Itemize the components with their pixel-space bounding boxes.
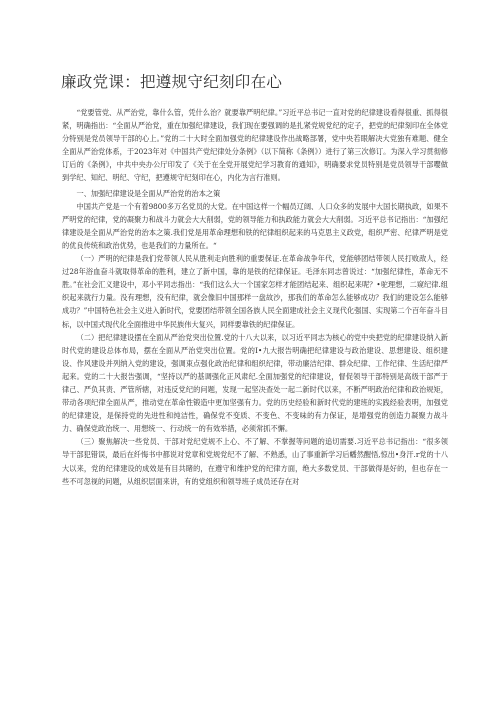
subsection-3-paragraph: （三）聚焦解决一些党员、干部对党纪党规不上心、不了解、不掌握等问题的追切需要.习近平总书记指出：“很多领导干部犯错误，最后在纤悔书中都说对党章和党规党纪不了解、不熟悉，山了事重新学习后幡然醒悟,惊出•身汗.r党的十八大以来，党的纪律建设的成效是有目共睹的，在遵守和维护党的纪律方面，绝大多数党员、干部做得是好的，但也存在一些不可忽视的问题，从组织层面来讲，有的党组织和领导班子成员还存在对	[62, 437, 449, 486]
intro-paragraph: “党要管党、从严治党，靠什么管，凭什么治？就要靠严明纪律。”习近平总书记一直对党的纪律建设看得很重、抓得很紧，明确指出：“全面从严治党，重在加强纪律建设，我们现在要强调的是扎紧党规党纪的定子，把党的纪律刻印在全体党分特别是党员领导干部的心上。”党的二十大时全面加强党的纪律建设作出战略部署，党中央若眼解决大党独有难题、健全全面从严治党体系，于2023年对《中国共产党纪律处分条例》（以下简称《条例》）进行了第三次修订。为深入学习贯彻修订后的《条例》，中共中央办公厅印发了《关于在全党开展党纪学习教育的通知》，明确要求党员特别是党员领导干部嘤做到学纪、知纪、明纪、守纪，把遵规守纪刻印在心，内化为言行准则。	[62, 108, 448, 183]
section-heading: 一、加强纪律建设是全面从严治党的治本之策	[76, 188, 221, 198]
body-paragraph: 中国共产党是一个有着9800多万名党员的大党。在中国这样一个幅员辽阔、人口众多的发展中大国长期执政，如果不严明党的纪律，党的凝聚力和战斗力就会大大削弱，党的领导能力和执政能力就会大大削弱。习近平总书记指出：“加强纪律建设是全面从严治党的治本之策.我们党是用革命理想和铁的纪律组织起来的马克思主义政党，组织严密、纪律严明是党的优良传统和政治优势，也是我们的力量所在。“	[62, 201, 448, 250]
document-title: 廉政党课：把遵规守纪刻印在心	[61, 73, 283, 91]
subsection-2-paragraph: （二）把纪律建设摆在全面从严治党突出位置.党的十八大以来，以习近平同志为核心的党中央把党的纪律建设纳入新时代党的建设总体布局，摆在全面从严治党突出位置。党的I•九大报告明确把纪律建设与政治建设、思想建设、组织建设、作风建设并列纳入党的建设，强调束点强化政治纪律和组织纪律，带动廉洁纪律、群众纪律、工作纪律、生活纪律严起来。党的二十大报告强调，“坚持以严的基调强化正风肃纪.全面加强党的纪律建设，督促领导干部特别是高级干部严于律己、严负其责、严管所辖，对违反党纪的问题，发现一起坚决查处一起二新时代以来，不断严明政治纪律和政治规矩，带动各项纪律全面从严，推动党在革命性锻造中更加坚强有力。党的历史经验和新时代党的建班的实践经验表明，加强党的纪律建设，是保持党的先进性和纯洁性，确保党不变质、不变色、不变味的有力保证，是增强党的创造力凝聚力战斗力、确保党政治统一、用想统一、行动统一的有效举措，必须常抓不懈。	[62, 332, 448, 434]
subsection-1-paragraph: （一）严明的纪律是我们党带领人民从胜利走向胜利的重要保证.在革命战争年代，党能够团结带领人民打败敌人，经过28年浴血奋斗就取得革命的胜利，建立了新中国，靠的是铁的纪律保证。毛泽东同志曾说过：“加强纪律性，革命无不胜。”在社会汇义建设中，邓小平同志指出：“我们这么大一个国家怎样才能团结起来、组织起来呢？•驼理想，二窥纪律.组织起来就行力量。没有理想，没有纪律，就会像旧中国那样一盘故沙，那我们的革命怎么能够成功？我们的建设怎么能够成功？”中国特色社会主义进入新时代，党要团结带领全国各族人民全面建成社会主义现代化强国、实现第二个百年奋斗目标，以中国式现代化全面推进中华民族伟大复兴，同样要靠铁的纪律保证。	[62, 254, 448, 329]
